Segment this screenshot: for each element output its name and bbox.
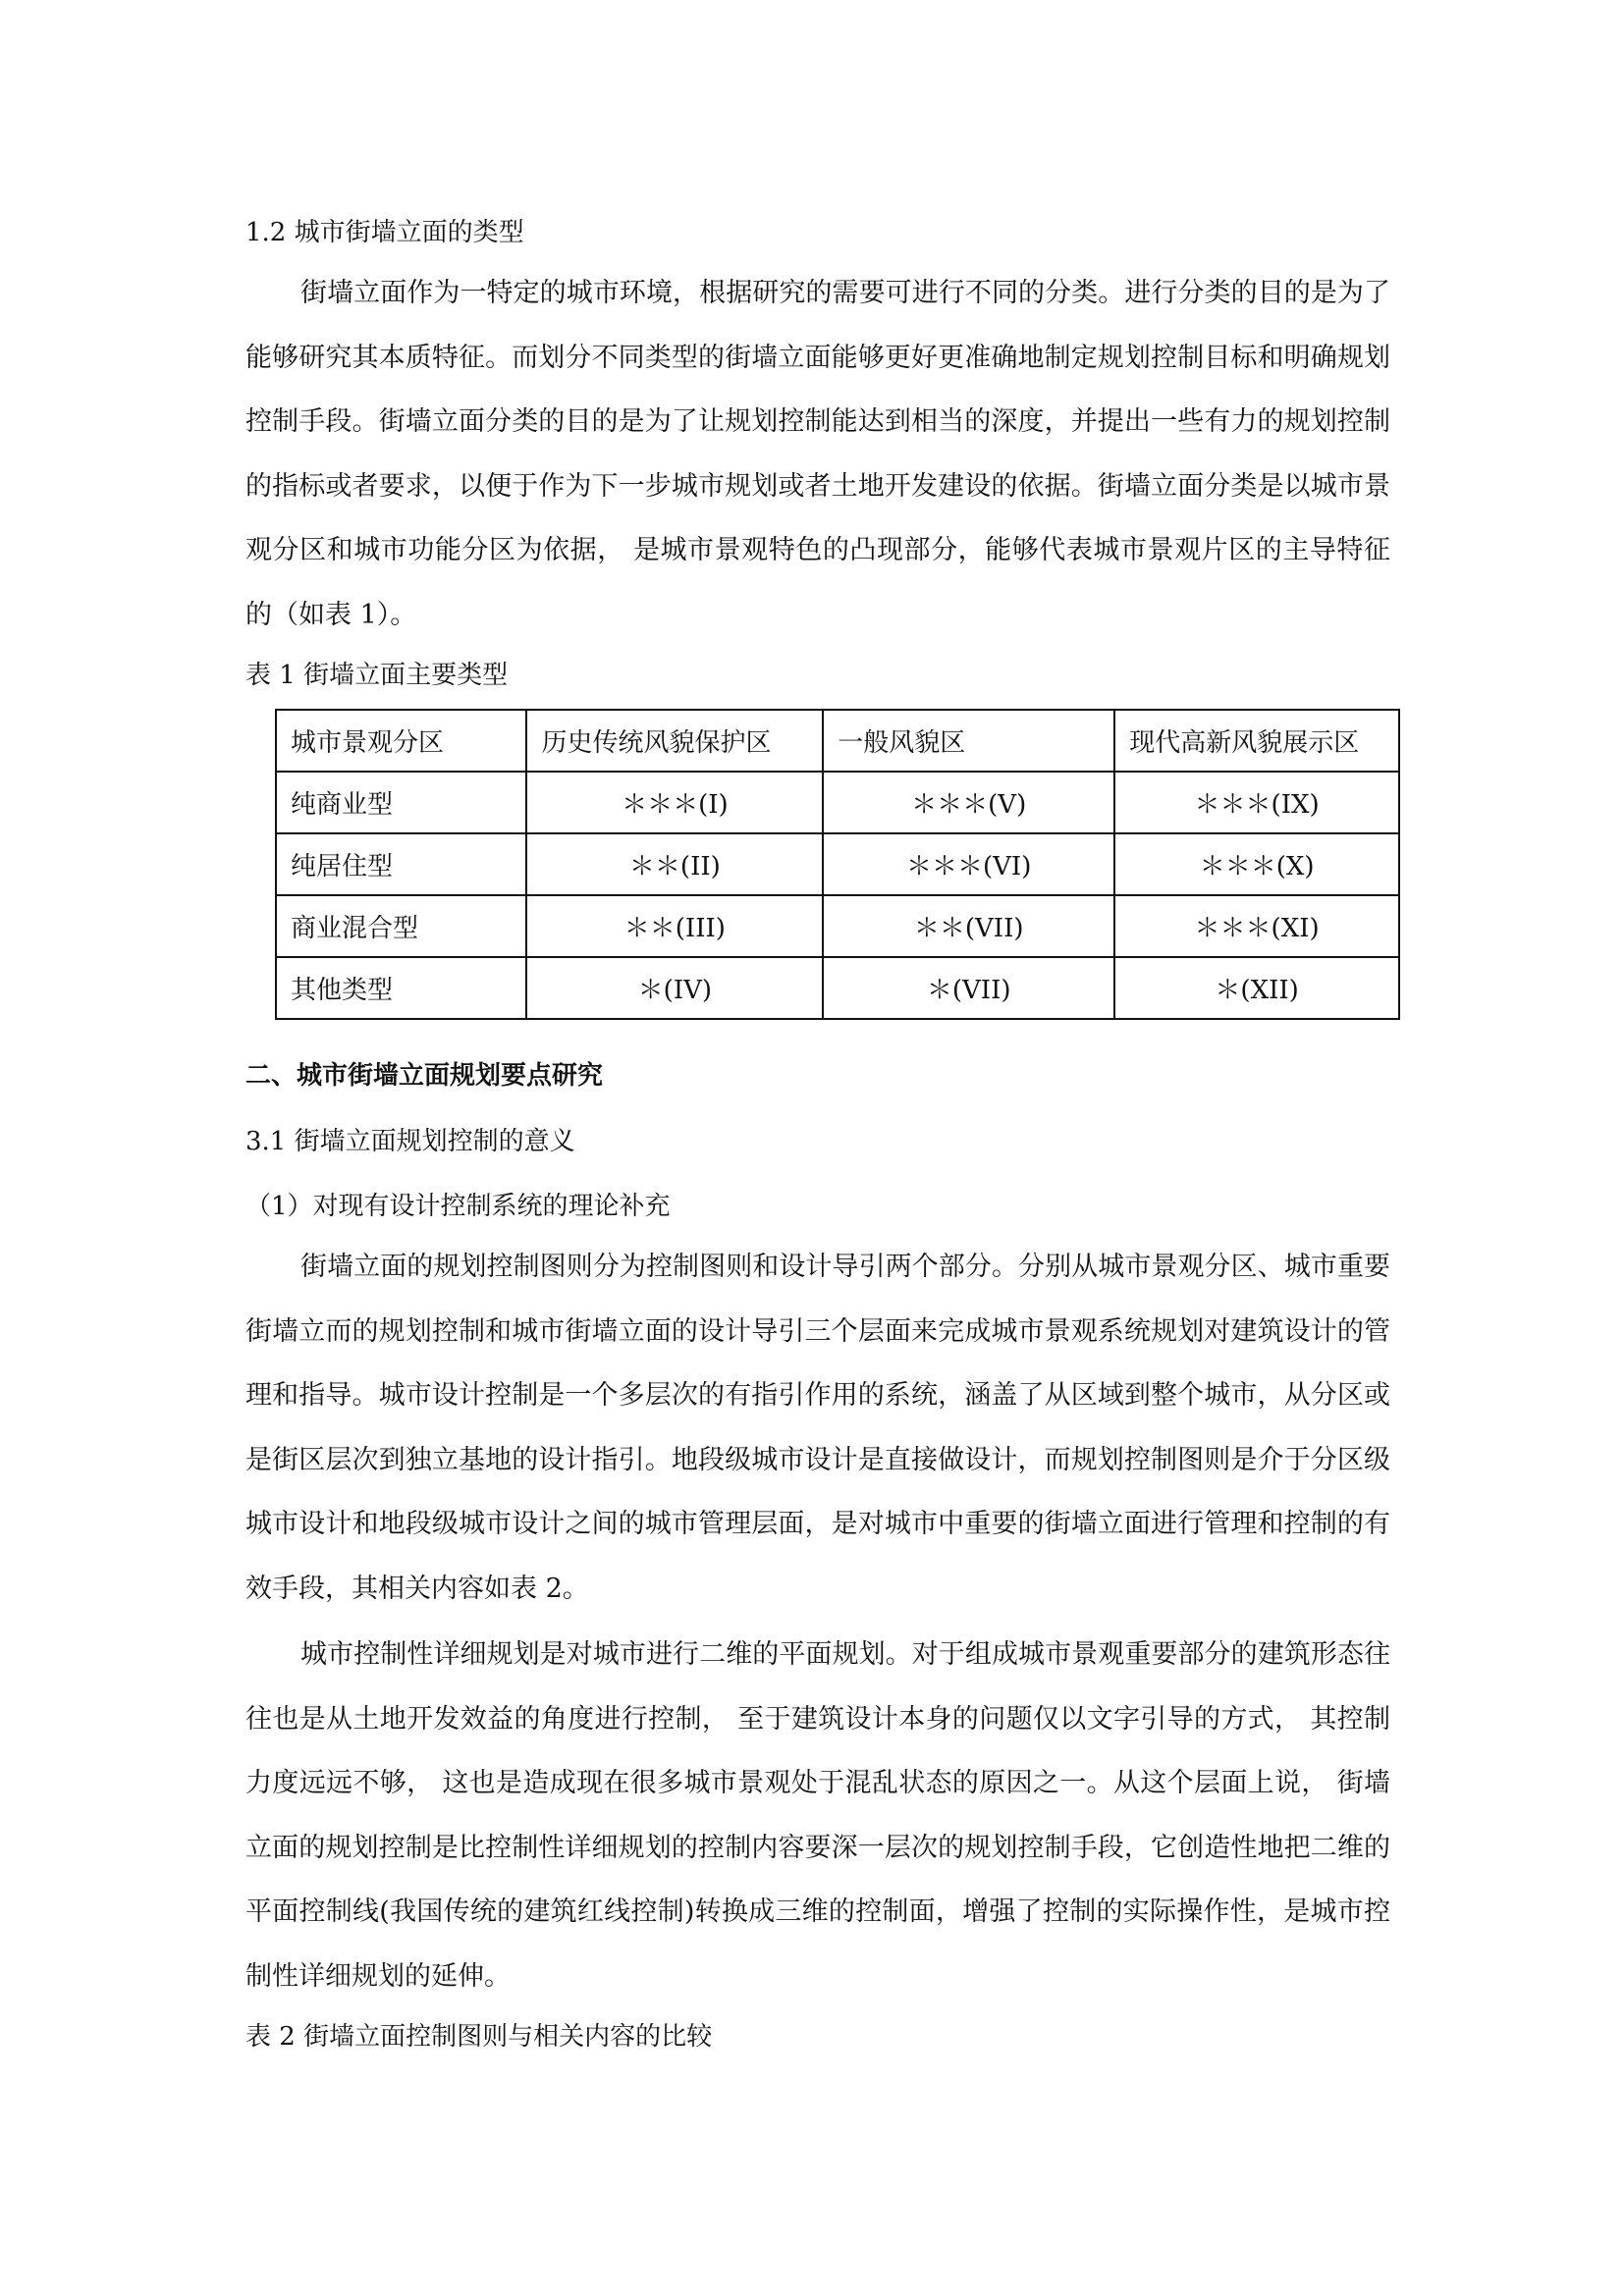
- table-row: [276, 895, 1399, 957]
- table-cell: ＊＊(III): [526, 895, 823, 957]
- table-cell: ＊(IV): [526, 957, 823, 1019]
- table-cell: ＊＊(VII): [823, 895, 1114, 957]
- section-heading-2: 二、城市街墙立面规划要点研究: [245, 1061, 604, 1091]
- table-row-label: 纯居住型: [276, 833, 526, 895]
- table-row-label: 纯商业型: [276, 772, 526, 833]
- table-cell: ＊＊＊(IX): [1114, 772, 1399, 833]
- table-header-cell: 历史传统风貌保护区: [526, 710, 823, 772]
- subheading-theory-supplement: （1）对现有设计控制系统的理论补充: [245, 1192, 671, 1221]
- section-heading-1-2: 1.2 城市街墙立面的类型: [245, 218, 524, 247]
- table1-caption: 表 1 街墙立面主要类型: [245, 661, 509, 690]
- table-header-cell: 一般风貌区: [823, 710, 1114, 772]
- table-street-wall-types: [275, 709, 1400, 1020]
- table-cell: ＊＊(II): [526, 833, 823, 895]
- paragraph-street-wall-types: 街墙立面作为一特定的城市环境，根据研究的需要可进行不同的分类。进行分类的目的是为了能够研究其本质特征。而划分不同类型的街墙立面能够更好更准确地制定规划控制目标和明确规划控制手段。街墙立面分类的目的是为了让规划控制能达到相当的深度，并提出一些有力的规划控制的指标或者要求，以便于作为下一步城市规划或者土地开发建设的依据。街墙立面分类是以城市景观分区和城市功能分区为依据， 是城市景观特色的凸现部分，能够代表城市景观片区的主导特征的（如表 1）。: [245, 278, 1390, 630]
- table-cell: ＊＊＊(XI): [1114, 895, 1399, 957]
- table-header-cell: 城市景观分区: [276, 710, 526, 772]
- section-heading-3-1: 3.1 街墙立面规划控制的意义: [245, 1127, 575, 1156]
- table-row-label: 商业混合型: [276, 895, 526, 957]
- table-cell: ＊＊＊(I): [526, 772, 823, 833]
- paragraph-control-plan: 街墙立面的规划控制图则分为控制图则和设计导引两个部分。分别从城市景观分区、城市重要街墙立而的规划控制和城市街墙立面的设计导引三个层面来完成城市景观系统规划对建筑设计的管理和指导。城市设计控制是一个多层次的有指引作用的系统，涵盖了从区域到整个城市，从分区或是街区层次到独立基地的设计指引。地段级城市设计是直接做设计，而规划控制图则是介于分区级城市设计和地段级城市设计之间的城市管理层面，是对城市中重要的街墙立面进行管理和控制的有效手段，其相关内容如表 2。: [245, 1252, 1390, 1604]
- table-row: [276, 833, 1399, 895]
- paragraph-detailed-planning: 城市控制性详细规划是对城市进行二维的平面规划。对于组成城市景观重要部分的建筑形态往往也是从土地开发效益的角度进行控制， 至于建筑设计本身的问题仅以文字引导的方式， 其控制力度远远不够， 这也是造成现在很多城市景观处于混乱状态的原因之一。从这个层面上说， 街墙立面的规划控制是比控制性详细规划的控制内容要深一层次的规划控制手段，它创造性地把二维的平面控制线(我国传统的建筑红线控制)转换成三维的控制面，增强了控制的实际操作性，是城市控制性详细规划的延伸。: [245, 1639, 1390, 1992]
- table-header-cell: 现代高新风貌展示区: [1114, 710, 1399, 772]
- table-cell: ＊＊＊(X): [1114, 833, 1399, 895]
- table-cell: ＊(VII): [823, 957, 1114, 1019]
- table-header-row: [276, 710, 1399, 772]
- table-cell: ＊(XII): [1114, 957, 1399, 1019]
- table-cell: ＊＊＊(V): [823, 772, 1114, 833]
- table2-caption: 表 2 街墙立面控制图则与相关内容的比较: [245, 2022, 713, 2052]
- table-row: [276, 957, 1399, 1019]
- table-row-label: 其他类型: [276, 957, 526, 1019]
- table-cell: ＊＊＊(VI): [823, 833, 1114, 895]
- table-row: [276, 772, 1399, 833]
